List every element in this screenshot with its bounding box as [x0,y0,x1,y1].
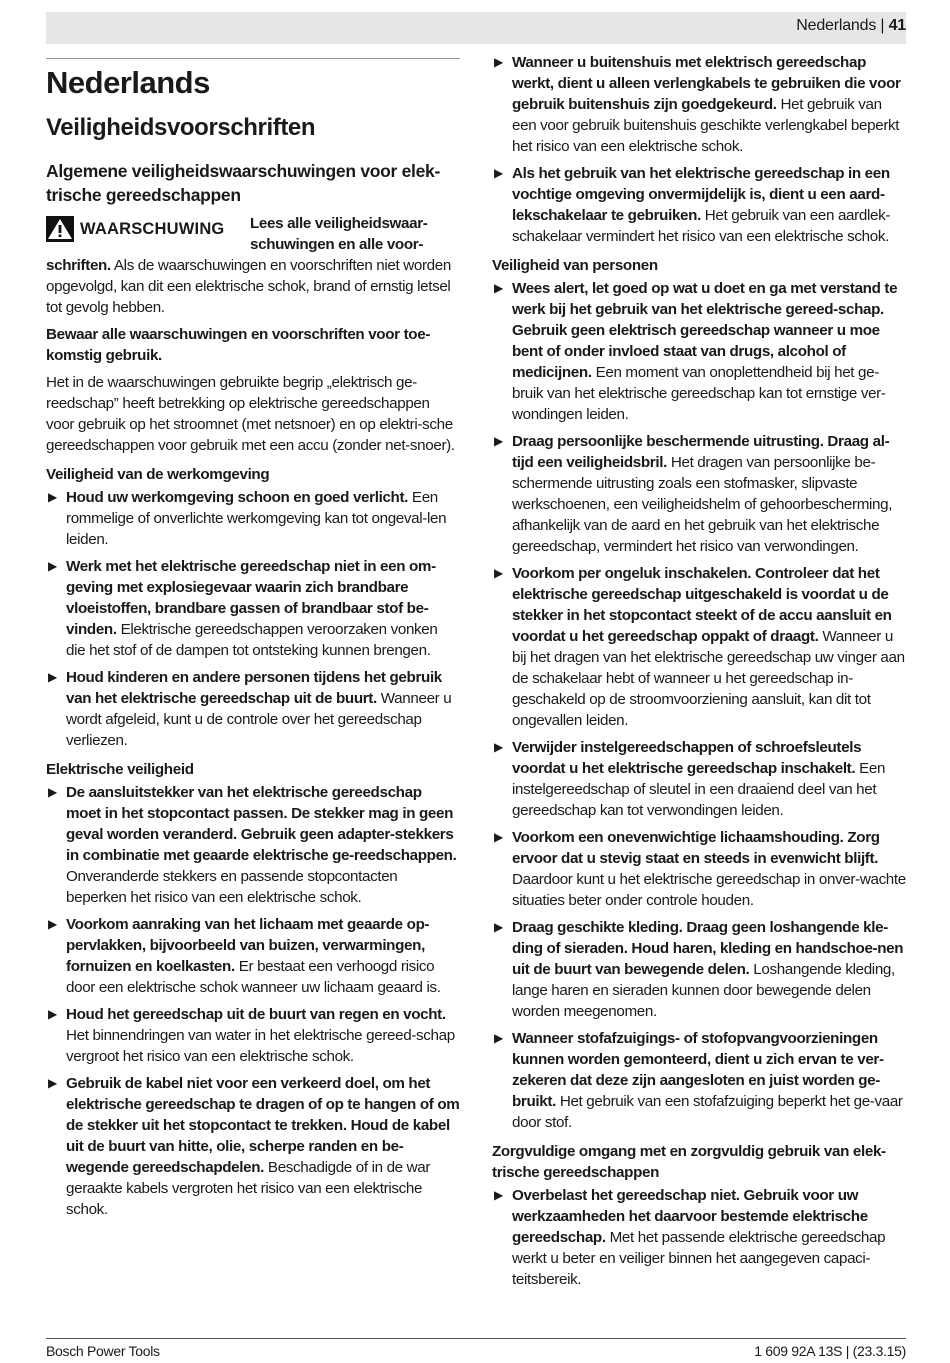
item-bold: Wees alert, let goed op wat u doet en ga met verstand te werk bij het gebruik van het elektrische gereed-schap. Gebruik geen elektrisch gereedschap wanneer u moe bent of onder invloed staat van drugs, alcohol of medicijnen. [512,280,898,381]
bullet-icon: ▶ [494,740,503,754]
warning-label: WAARSCHUWING [80,219,225,238]
warning-bold: Lees alle veiligheidswaar-schuwingen en alle voor-schriften. [46,215,428,274]
item-text: Daardoor kunt u het elektrische gereedschap in onver-wachte situaties beter onder controle houden. [512,871,906,909]
page-number: 41 [888,17,906,34]
work-area-list [46,487,460,751]
list-item [46,1004,460,1067]
title-rule [46,58,460,59]
bullet-icon: ▶ [494,566,503,580]
item-text: Het gebruik van een aardlek-schakelaar vermindert het risico van een elektrische schok. [512,207,891,245]
bullet-icon: ▶ [494,166,503,180]
list-item [492,917,906,1022]
bullet-icon: ▶ [494,434,503,448]
electrical-list-continued [492,52,906,247]
bullet-icon: ▶ [48,1076,57,1090]
page-title: Nederlands [46,65,210,100]
work-area-heading: Veiligheid van de werkomgeving [46,466,270,483]
item-bold: Draag persoonlijke beschermende uitrusting. Draag al-tijd een veiligheidsbril. [512,433,890,471]
item-text: Wanneer u wordt afgeleid, kunt u de controle over het gereedschap verliezen. [66,690,452,749]
careful-use-list [492,1185,906,1290]
list-item [46,667,460,751]
running-header [796,17,906,35]
header-language: Nederlands [796,17,877,34]
item-text: Wanneer u bij het dragen van het elektrische gereedschap uw vinger aan de schakelaar hebt of wanneer u het gereedschap in-geschakeld op de stroomvoorziening aansluit, kan dit tot ongevallen leiden. [512,628,905,729]
list-item [46,914,460,998]
item-text: Een moment van onoplettendheid bij het ge-bruik van het elektrische gereedschap kan tot ernstige ver-wondingen leiden. [512,364,886,423]
item-text: Beschadigde of in de war geraakte kabels vergroten het risico van een elektrische schok. [66,1159,431,1218]
warning-badge [46,215,236,243]
item-text: Het gebruik van een stofafzuiging beperkt het ge-vaar door stof. [512,1093,903,1131]
personal-heading: Veiligheid van personen [492,257,658,274]
header-bar [46,12,906,44]
definition-text: Het in de waarschuwingen gebruikte begrip „elektrisch ge-reedschap” heeft betrekking op elektrische gereedschappen voor gebruik op het stroomnet (met netsnoer) en op elektri-sche gereedschappen voor gebruik met een accu (zonder net-snoer). [46,374,455,454]
left-column [46,58,460,1226]
bullet-icon: ▶ [48,559,57,573]
bullet-icon: ▶ [494,55,503,69]
item-bold: Voorkom een onevenwichtige lichaamshouding. Zorg ervoor dat u stevig staat en steeds in evenwicht blijft. [512,829,880,867]
bullet-icon: ▶ [494,1031,503,1045]
electrical-list [46,782,460,1220]
bullet-icon: ▶ [48,785,57,799]
footer-rule [46,1338,906,1339]
item-bold: De aansluitstekker van het elektrische gereedschap moet in het stopcontact passen. De stekker mag in geen geval worden veranderd. Gebruik geen adapter-stekkers in combinatie met geaarde elektrische ge-reedschappen. [66,784,457,864]
footer-brand: Bosch Power Tools [46,1343,160,1359]
bullet-icon: ▶ [48,917,57,931]
bullet-icon: ▶ [48,490,57,504]
personal-list [492,278,906,1133]
bullet-icon: ▶ [494,1188,503,1202]
list-item [46,556,460,661]
item-text: Loshangende kleding, lange haren en sieraden kunnen door bewegende delen worden meegenomen. [512,961,895,1020]
footer-doc-id: 1 609 92A 13S | (23.3.15) [754,1343,906,1359]
item-bold: Werk met het elektrische gereedschap niet in een om-geving met explosiegevaar waarin zich brandbare vloeistoffen, brandbare gassen of brandbaar stof be-vinden. [66,558,436,638]
list-item [492,1028,906,1133]
item-text: Het gebruik van een voor gebruik buitenshuis geschikte verlengkabel beperkt het risico van een elektrische schok. [512,96,900,155]
list-item [492,163,906,247]
header-separator: | [876,17,889,34]
list-item [492,827,906,911]
list-item [492,52,906,157]
keep-notice: Bewaar alle waarschuwingen en voorschriften voor toe-komstig gebruik. [46,326,431,364]
item-text: Een instelgereedschap of sleutel in een draaiend deel van het gereedschap kan tot verwondingen leiden. [512,760,886,819]
item-text: Elektrische gereedschappen veroorzaken vonken die het stof of de dampen tot ontsteking kunnen brengen. [66,621,438,659]
item-text: Er bestaat een verhoogd risico door een elektrische schok wanneer uw lichaam geaard is. [66,958,441,996]
warning-block [46,213,460,318]
list-item [492,737,906,821]
list-item [492,563,906,731]
item-bold: Houd het gereedschap uit de buurt van regen en vocht. [66,1006,446,1023]
item-bold: Als het gebruik van het elektrische gereedschap in een vochtige omgeving onvermijdelijk is, dient u een aard-lekschakelaar te gebruiken. [512,165,890,224]
list-item [492,431,906,557]
page-subtitle: Veiligheidsvoorschriften [46,114,316,141]
item-text: Een rommelige of onverlichte werkomgeving kan tot ongeval-len leiden. [66,489,447,548]
item-bold: Voorkom aanraking van het lichaam met geaarde op-pervlakken, bijvoorbeeld van buizen, verwarmingen, fornuizen en koelkasten. [66,916,430,975]
item-bold: Overbelast het gereedschap niet. Gebruik voor uw werkzaamheden het daarvoor bestemde elektrische gereedschap. [512,1187,868,1246]
careful-use-heading: Zorgvuldige omgang met en zorgvuldig gebruik van elek-trische gereedschappen [492,1143,886,1181]
bullet-icon: ▶ [494,920,503,934]
item-text: Het dragen van persoonlijke be-schermende uitrusting zoals een stofmasker, slipvaste werkschoenen, een veiligheidshelm of gehoorbescherming, afhankelijk van de aard en het gebruik van het elektrische gereedschap, vermindert het risico van verwondingen. [512,454,893,555]
list-item [492,278,906,425]
bullet-icon: ▶ [494,830,503,844]
item-bold: Houd kinderen en andere personen tijdens het gebruik van het elektrische gereedschap uit de buurt. [66,669,442,707]
bullet-icon: ▶ [494,281,503,295]
electrical-heading: Elektrische veiligheid [46,761,194,778]
list-item [46,782,460,908]
list-item [46,487,460,550]
item-bold: Gebruik de kabel niet voor een verkeerd doel, om het elektrische gereedschap te dragen of op te hangen of om de stekker uit het stopcontact te trekken. Houd de kabel uit de buurt van hitte, olie, scherpe randen en be-wegende gereedschapdelen. [66,1075,460,1176]
item-bold: Draag geschikte kleding. Draag geen loshangende kle-ding of sieraden. Houd haren, kleding en handschoe-nen uit de buurt van bewegende delen. [512,919,904,978]
item-bold: Verwijder instelgereedschappen of schroefsleutels voordat u het elektrische gereedschap inschakelt. [512,739,862,777]
item-bold: Voorkom per ongeluk inschakelen. Controleer dat het elektrische gereedschap uitgeschakeld is voordat u de stekker in het stopcontact steekt of de accu aansluit en voordat u het gereedschap oppakt of draagt. [512,565,892,645]
item-text: Het binnendringen van water in het elektrische gereed-schap vergroot het risico van een elektrische schok. [66,1027,455,1065]
section-title: Algemene veiligheidswaarschuwingen voor elek-trische gereedschappen [46,161,440,205]
item-text: Met het passende elektrische gereedschap werkt u beter en veiliger binnen het aangegeven capaci-teitsbereik. [512,1229,886,1288]
item-text: Onveranderde stekkers en passende stopcontacten beperken het risico van een elektrische schok. [66,868,398,906]
item-bold: Houd uw werkomgeving schoon en goed verlicht. [66,489,409,506]
item-bold: Wanneer stofafzuigings- of stofopvangvoorzieningen kunnen worden gemonteerd, dient u zich ervan te ver-zekeren dat deze zijn aangesloten en juist worden ge-bruikt. [512,1030,884,1110]
bullet-icon: ▶ [48,670,57,684]
warning-triangle-icon [46,216,74,242]
bullet-icon: ▶ [48,1007,57,1021]
list-item [492,1185,906,1290]
warning-body: Als de waarschuwingen en voorschriften niet worden opgevolgd, kan dit een elektrische schok, brand of ernstig letsel tot gevolg hebben. [46,257,451,316]
item-bold: Wanneer u buitenshuis met elektrisch gereedschap werkt, dient u alleen verlengkabels te gebruiken die voor gebruik buitenshuis zijn goedgekeurd. [512,54,901,113]
list-item [46,1073,460,1220]
right-column [492,52,906,1296]
